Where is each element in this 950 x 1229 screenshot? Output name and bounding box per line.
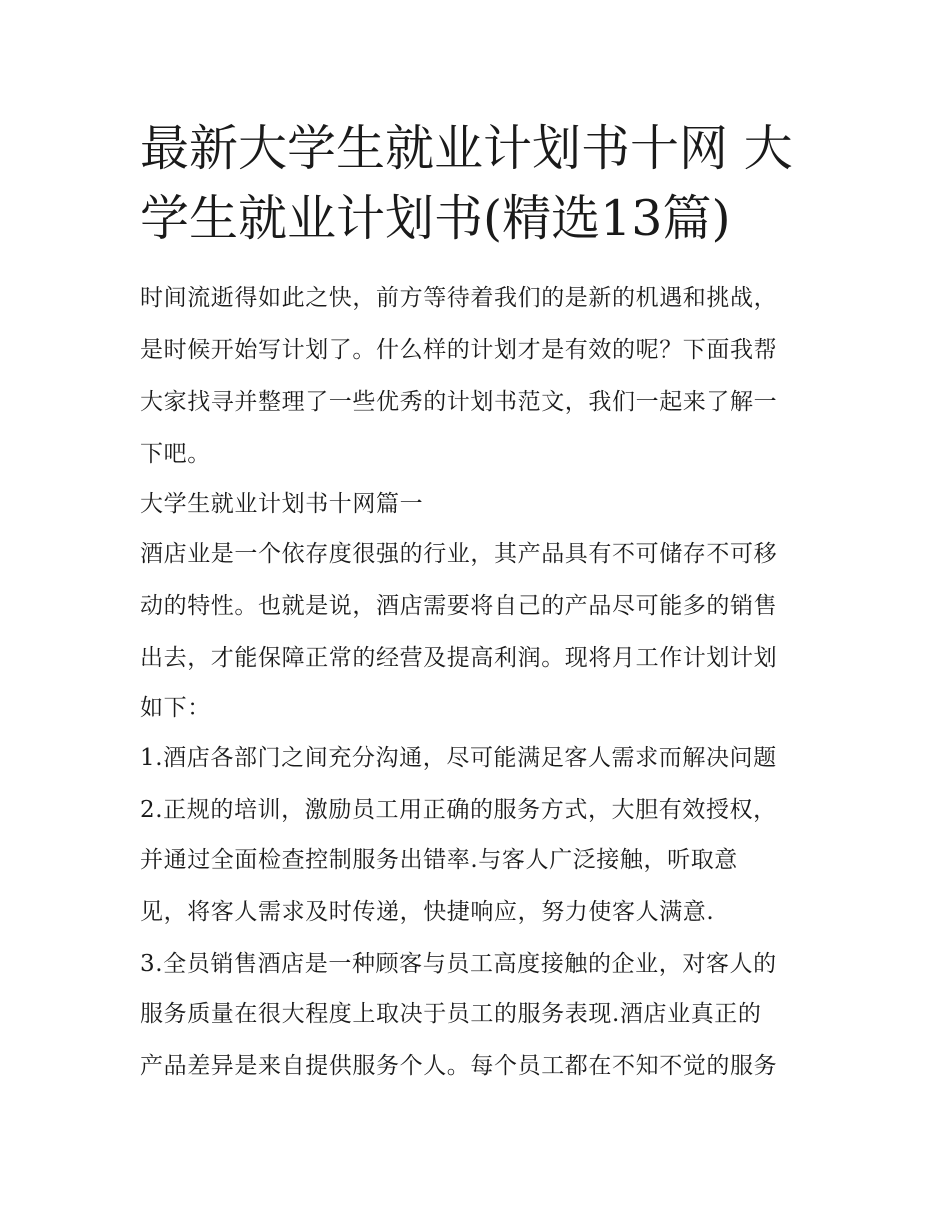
list-item-2-line-2: 并通过全面检查控制服务出错率.与客人广泛接触，听取意 (140, 847, 738, 873)
intro-line-1: 时间流逝得如此之快，前方等待着我们的是新的机遇和挑战， (140, 285, 778, 311)
page-title (140, 114, 820, 254)
intro-line-3: 大家找寻并整理了一些优秀的计划书范文，我们一起来了解一 (140, 389, 778, 415)
section-heading: 大学生就业计划书十网篇一 (140, 491, 424, 517)
list-item-2-line-3: 见，将客人需求及时传递，快捷响应，努力使客人满意. (140, 899, 715, 925)
paragraph-line-4: 如下： (140, 695, 211, 721)
title-line-1: 最新大学生就业计划书十网 大 (140, 120, 793, 177)
list-item-1: 1.酒店各部门之间充分沟通，尽可能满足客人需求而解决问题 (140, 745, 777, 771)
paragraph-line-1: 酒店业是一个依存度很强的行业，其产品具有不可储存不可移 (140, 541, 778, 567)
paragraph-line-3: 出去，才能保障正常的经营及提高利润。现将月工作计划计划 (140, 645, 778, 671)
title-line-2: 学生就业计划书(精选13篇) (140, 190, 731, 247)
list-item-3-line-3: 产品差异是来自提供服务个人。每个员工都在不知不觉的服务 (140, 1053, 778, 1079)
list-item-3-line-2: 服务质量在很大程度上取决于员工的服务表现.酒店业真正的 (140, 1001, 762, 1027)
list-item-3-line-1: 3.全员销售酒店是一种顾客与员工高度接触的企业，对客人的 (140, 951, 777, 977)
intro-line-4: 下吧。 (140, 441, 211, 467)
paragraph-line-2: 动的特性。也就是说，酒店需要将自己的产品尽可能多的销售 (140, 593, 778, 619)
intro-line-2: 是时候开始写计划了。什么样的计划才是有效的呢？下面我帮 (140, 337, 778, 363)
list-item-2-line-1: 2.正规的培训，激励员工用正确的服务方式，大胆有效授权， (140, 797, 777, 823)
